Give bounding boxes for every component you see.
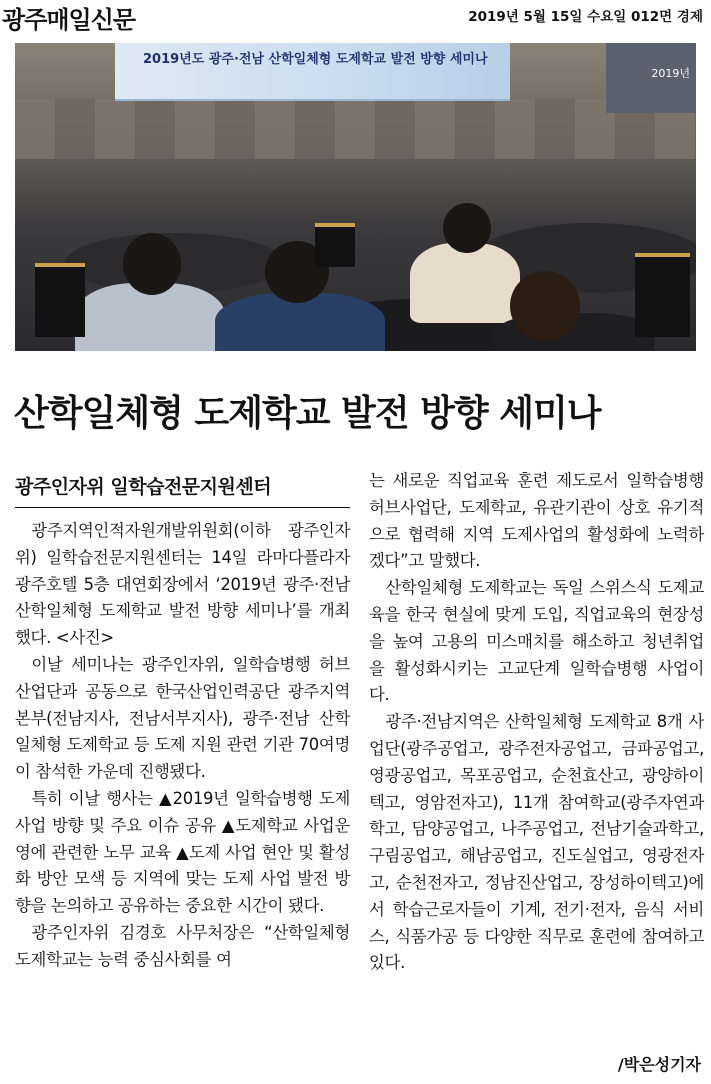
dateline: 2019년 5월 15일 수요일 012면 경제 (468, 9, 703, 25)
article-paragraph: 산학일체형 도제학교는 독일 스위스식 도제교육을 한국 현실에 맞게 도입, 직업교육의 현장성을 높여 고용의 미스매치를 해소하고 청년취업을 활성화시키는 고교단계 일학습병행 사업이다. (369, 578, 704, 705)
newspaper-logo: 광주매일신문 (2, 6, 136, 34)
attendee-head (443, 203, 491, 253)
banner-text: 2019년도 광주·전남 산학일체형 도제학교 발전 방향 세미나 (143, 52, 488, 67)
masthead (0, 0, 711, 40)
article-paragraph: 특히 이날 행사는 ▲2019년 일학습병행 도제사업 방향 및 주요 이슈 공유 ▲도제학교 사업운영에 관련한 노무 교육 ▲도제 사업 현안 및 활성화 방안 모색 등 지역에 맞는 도제 사업 발전 방향을 논의하고 공유하는 중요한 시간이 됐다. (15, 788, 350, 916)
article-column-left (15, 472, 350, 974)
article-paragraph: 광주·전남지역은 산학일체형 도제학교 8개 사업단(광주공업고, 광주전자공업고, 금파공업고, 영광공업고, 목포공업고, 순천효산고, 광양하이텍고, 영암전자고), 11개 참여학교(광주자연과학고, 담양공업고, 나주공업고, 전남기술과학고, 구림공업고, 해남공업고, 진도실업고, 영광전자고, 순천전자고, 정남진산업고, 장성하이텍고)에서 학습근로자들이 기계, 전기·전자, 음식 서비스, 식품가공 등 다양한 직무로 훈련에 참여하고 있다. (369, 712, 704, 973)
chair (315, 223, 355, 267)
reporter-byline: /박은성기자 (617, 1055, 701, 1074)
article-subhead: 광주인자위 일학습전문지원센터 (15, 472, 350, 508)
article-paragraph: 이날 세미나는 광주인자위, 일학습병행 허브산업단과 공동으로 한국산업인력공단 광주지역본부(전남지사, 전남서부지사), 광주·전남 산학일체형 도제학교 등 도제 지원 관련 기관 70여명이 참석한 가운데 진행됐다. (15, 654, 350, 782)
photo-wall (15, 99, 696, 159)
attendee-head (123, 233, 181, 295)
chair (635, 253, 690, 337)
article-paragraph: 광주인자위 김경호 사무처장은 “산학일체형 도제학교는 능력 중심사회를 여 (15, 922, 350, 969)
article-headline: 산학일체형 도제학교 발전 방향 세미나 (14, 392, 601, 434)
article-paragraph: 는 새로운 직업교육 훈련 제도로서 일학습병행 허브사업단, 도제학교, 유관기관이 상호 유기적으로 협력해 지역 도제사업의 활성화에 노력하겠다”고 말했다. (369, 471, 704, 571)
attendee-head (510, 271, 580, 341)
article-photo (15, 43, 696, 351)
chair (35, 263, 85, 337)
attendee (410, 243, 520, 323)
article-paragraph: 광주지역인적자원개발위원회(이하 광주인자위) 일학습전문지원센터는 14일 라마다플라자 광주호텔 5층 대연회장에서 ‘2019년 광주·전남 산학일체형 도제학교 발전 방향 세미나’를 개최했다. <사진> (15, 521, 350, 648)
projection-screen (606, 43, 696, 113)
seminar-banner (115, 43, 510, 101)
article-column-right (369, 468, 704, 977)
screen-text: 2019년 (651, 67, 690, 80)
